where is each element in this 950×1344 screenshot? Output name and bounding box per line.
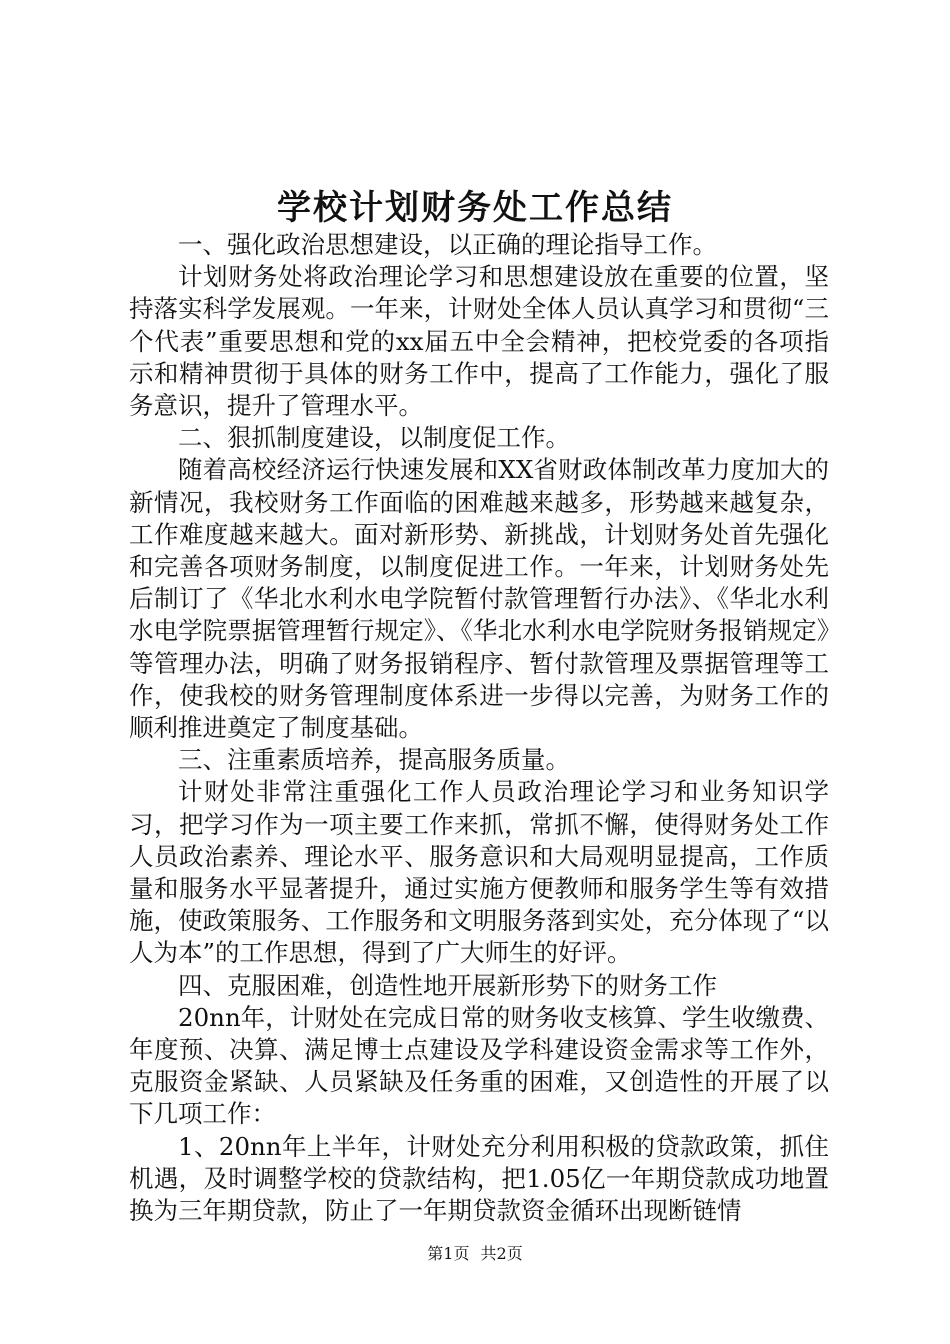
section-heading-4: 四、克服困难，创造性地开展新形势下的财务工作 (178, 970, 717, 1000)
page-total: 共2页 (480, 1244, 523, 1263)
document-title: 学校计划财务处工作总结 (277, 188, 673, 228)
paragraph: 20nn年，计财处在完成日常的财务收支核算、学生收缴费、年度预、决算、满足博士点建设及学科建设资金需求等工作外，克服资金紧缺、人员紧缺及任务重的困难，又创造性的开展了以下几项工作： (129, 1002, 829, 1129)
page-footer (0, 1242, 950, 1266)
section-heading-2: 二、狠抓制度建设，以制度促工作。 (178, 423, 570, 453)
page-number: 第1页 (427, 1244, 470, 1263)
document-body (129, 229, 829, 1227)
section-heading-1: 一、强化政治思想建设，以正确的理论指导工作。 (178, 230, 717, 259)
paragraph: 1、20nn年上半年，计财处充分利用积极的贷款政策，抓住机遇，及时调整学校的贷款结构，把1.05亿一年期贷款成功地置换为三年期贷款，防止了一年期贷款资金循环出现断链情 (129, 1131, 829, 1226)
section-heading-3: 三、注重素质培养，提高服务质量。 (178, 745, 570, 775)
paragraph: 随着高校经济运行快速发展和XX省财政体制改革力度加大的新情况，我校财务工作面临的困难越来越多，形势越来越复杂，工作难度越来越大。面对新形势、新挑战，计划财务处首先强化和完善各项财务制度，以制度促进工作。一年来，计划财务处先后制订了《华北水利水电学院暂付款管理暂行办法》、《华北水利水电学院票据管理暂行规定》、《华北水利水电学院财务报销规定》等管理办法，明确了财务报销程序、暂付款管理及票据管理等工作，使我校的财务管理制度体系进一步得以完善，为财务工作的顺利推进奠定了制度基础。 (129, 455, 829, 743)
paragraph: 计划财务处将政治理论学习和思想建设放在重要的位置，坚持落实科学发展观。一年来，计财处全体人员认真学习和贯彻“三个代表”重要思想和党的xx届五中全会精神，把校党委的各项指示和精神贯彻于具体的财务工作中，提高了工作能力，强化了服务意识，提升了管理水平。 (129, 262, 829, 421)
paragraph: 计财处非常注重强化工作人员政治理论学习和业务知识学习，把学习作为一项主要工作来抓，常抓不懈，使得财务处工作人员政治素养、理论水平、服务意识和大局观明显提高，工作质量和服务水平显著提升，通过实施方便教师和服务学生等有效措施，使政策服务、工作服务和文明服务落到实处，充分体现了“以人为本”的工作思想，得到了广大师生的好评。 (129, 777, 829, 968)
